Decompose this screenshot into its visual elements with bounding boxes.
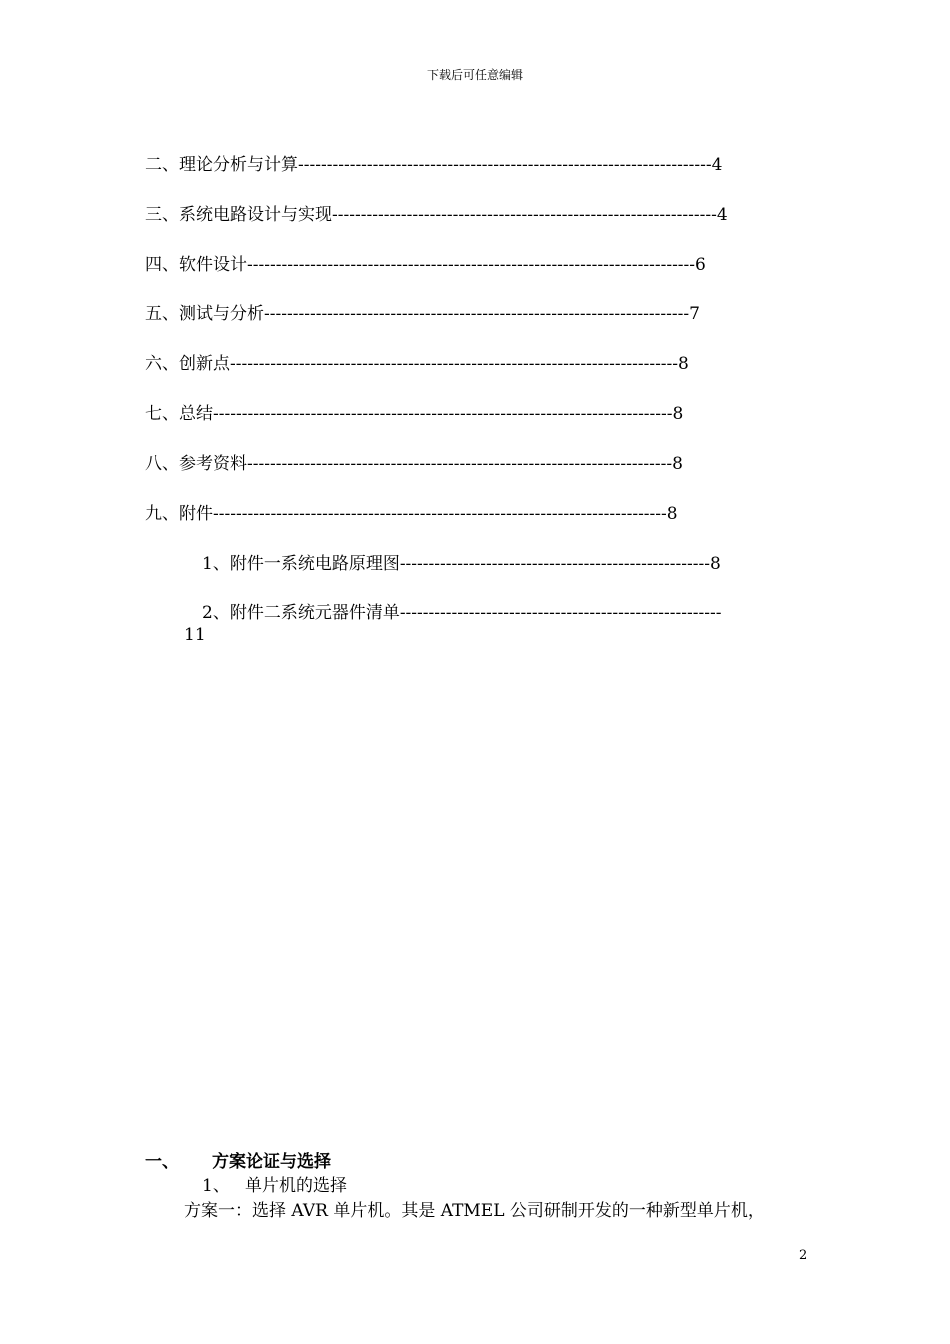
section-title: 方案论证与选择 (212, 1152, 331, 1172)
toc-entry-5[interactable]: 五、测试与分析--------------------------------------------------------------------------7 (145, 304, 700, 324)
toc-entry-appendix-2-page: 11 (184, 625, 206, 645)
toc-entry-2[interactable]: 二、理论分析与计算------------------------------------------------------------------------4 (145, 155, 723, 175)
section-number: 一、 (145, 1152, 179, 1172)
page-header: 下载后可任意编辑 (426, 68, 523, 82)
toc-entry-8[interactable]: 八、参考资料--------------------------------------------------------------------------8 (145, 454, 683, 474)
toc-entry-6[interactable]: 六、创新点------------------------------------------------------------------------------8 (145, 354, 689, 374)
toc-entry-7[interactable]: 七、总结--------------------------------------------------------------------------------8 (145, 404, 684, 424)
subsection-number: 1、 (202, 1176, 230, 1196)
toc-entry-4[interactable]: 四、软件设计------------------------------------------------------------------------------6 (145, 255, 706, 275)
toc-entry-3[interactable]: 三、系统电路设计与实现-------------------------------------------------------------------4 (145, 205, 728, 225)
body-paragraph: 方案一：选择 AVR 单片机。其是 ATMEL 公司研制开发的一种新型单片机， (184, 1201, 765, 1221)
toc-entry-appendix-1[interactable]: 1、附件一系统电路原理图------------------------------------------------------8 (202, 554, 721, 574)
toc-entry-appendix-2[interactable]: 2、附件二系统元器件清单-------------------------------------------------------- (202, 603, 722, 623)
page-number: 2 (799, 1248, 808, 1263)
subsection-title: 单片机的选择 (245, 1176, 347, 1196)
toc-entry-9[interactable]: 九、附件-------------------------------------------------------------------------------8 (145, 504, 678, 524)
